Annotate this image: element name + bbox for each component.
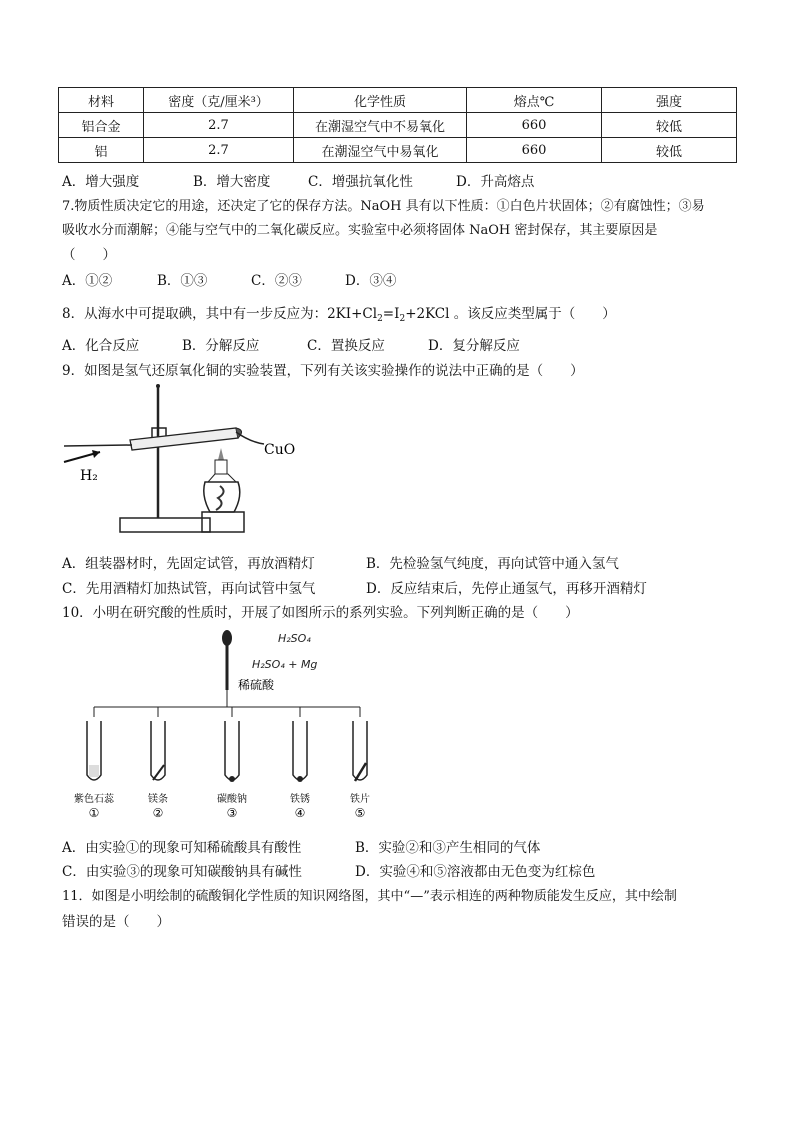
q7-stem-line1: 7.物质性质决定它的用途，还决定了它的保存方法。NaOH 具有以下性质：①白色片状固体；②有腐蚀性；③易 — [62, 199, 705, 214]
table-cell: 较低 — [602, 113, 737, 138]
tube-group — [94, 707, 360, 717]
table-cell: 铝 — [59, 138, 144, 163]
table-cell: 2.7 — [144, 113, 294, 138]
test-tube-3 — [225, 721, 239, 780]
table-header: 化学性质 — [294, 88, 467, 113]
q11-stem-line1: 11．如图是小明绘制的硫酸铜化学性质的知识网络图，其中“—”表示相连的两种物质能发生反应，其中绘制 — [62, 889, 677, 904]
properties-table — [58, 87, 737, 163]
hydrogen-reduction-apparatus — [60, 382, 310, 542]
test-tube-4 — [293, 721, 307, 780]
tube-label-4: 铁锈 — [290, 794, 310, 805]
q8-option-c[interactable]: C．置换反应 — [307, 338, 385, 354]
test-tube-2 — [151, 721, 165, 780]
q6-option-b[interactable]: B．增大密度 — [193, 174, 271, 190]
tube-label-2: 镁条 — [148, 794, 168, 805]
dropper-label: 稀硫酸 — [238, 678, 275, 692]
q10-option-d[interactable]: D．实验④和⑤溶液都由无色变为红棕色 — [355, 864, 596, 880]
q7-option-a[interactable]: A．①② — [62, 273, 113, 289]
table-cell: 铝合金 — [59, 113, 144, 138]
q8-stem-mid2: +2KCl 。该反应类型属于（ ） — [405, 306, 616, 322]
q8-sub: 2 — [377, 314, 383, 324]
q10-option-a[interactable]: A．由实验①的现象可知稀硫酸具有酸性 — [62, 840, 302, 856]
tube-label-1: 紫色石蕊 — [74, 794, 114, 805]
table-cell: 较低 — [602, 138, 737, 163]
handwritten-note-2: H₂SO₄ + Mg — [252, 658, 318, 671]
tube-num-5: ⑤ — [354, 806, 366, 820]
q11-stem-line2: 错误的是（ ） — [62, 914, 170, 930]
q10-option-c[interactable]: C．由实验③的现象可知碳酸钠具有碱性 — [62, 864, 302, 880]
h2-label: H₂ — [80, 468, 98, 484]
tube-label-5: 铁片 — [350, 794, 370, 805]
q9-option-a[interactable]: A．组装器材时，先固定试管，再放酒精灯 — [62, 556, 315, 572]
table-cell: 在潮湿空气中不易氧化 — [294, 113, 467, 138]
q6-option-d[interactable]: D．升高熔点 — [456, 174, 535, 190]
q9-option-b[interactable]: B．先检验氢气纯度，再向试管中通入氢气 — [366, 556, 619, 572]
tube-num-4: ④ — [294, 806, 306, 820]
q8-stem — [62, 302, 616, 324]
q10-option-b[interactable]: B．实验②和③产生相同的气体 — [355, 840, 541, 856]
q7-option-b[interactable]: B．①③ — [157, 273, 208, 289]
q8-sub: 2 — [399, 314, 406, 324]
q9-option-c[interactable]: C．先用酒精灯加热试管，再向试管中氢气 — [62, 581, 316, 597]
tube-num-2: ② — [152, 806, 164, 820]
table-row — [59, 138, 737, 163]
q7-stem-line2: 吸收水分而潮解；④能与空气中的二氧化碳反应。实验室中必须将固体 NaOH 密封保存，其主要原因是 — [62, 223, 658, 238]
q8-stem-prefix: 8．从海水中可提取碘，其中有一步反应为：2KI+Cl — [62, 306, 378, 322]
tube-label-3: 碳酸钠 — [217, 794, 247, 805]
q8-stem-mid1: =I — [382, 306, 400, 322]
q6-option-c[interactable]: C．增强抗氧化性 — [308, 174, 413, 190]
q8-option-b[interactable]: B．分解反应 — [182, 338, 260, 354]
table-header: 密度（克/厘米³） — [144, 88, 294, 113]
q10-stem: 10．小明在研究酸的性质时，开展了如图所示的系列实验。下列判断正确的是（ ） — [62, 605, 579, 621]
q6-option-a[interactable]: A．增大强度 — [62, 174, 140, 190]
table-cell: 2.7 — [144, 138, 294, 163]
q7-option-c[interactable]: C．②③ — [251, 273, 302, 289]
table-header: 强度 — [602, 88, 737, 113]
table-header: 熔点℃ — [467, 88, 602, 113]
table-cell: 660 — [467, 138, 602, 163]
q7-option-d[interactable]: D．③④ — [345, 273, 397, 289]
handwritten-note-1: H₂SO₄ — [278, 632, 311, 645]
q8-option-a[interactable]: A．化合反应 — [62, 338, 140, 354]
table-cell: 660 — [467, 113, 602, 138]
q7-stem-line3: （ ） — [62, 247, 116, 263]
table-header: 材料 — [59, 88, 144, 113]
tube-num-1: ① — [88, 806, 100, 820]
table-header-row — [59, 88, 737, 113]
cuo-label: CuO — [264, 442, 296, 458]
table-row — [59, 113, 737, 138]
tube-num-3: ③ — [226, 806, 238, 820]
q8-option-d[interactable]: D．复分解反应 — [428, 338, 520, 354]
q9-option-d[interactable]: D．反应结束后，先停止通氢气，再移开酒精灯 — [366, 581, 647, 597]
table-cell: 在潮湿空气中易氧化 — [294, 138, 467, 163]
acid-experiment-figure — [60, 625, 400, 825]
q9-stem: 9．如图是氢气还原氧化铜的实验装置，下列有关该实验操作的说法中正确的是（ ） — [62, 363, 584, 379]
